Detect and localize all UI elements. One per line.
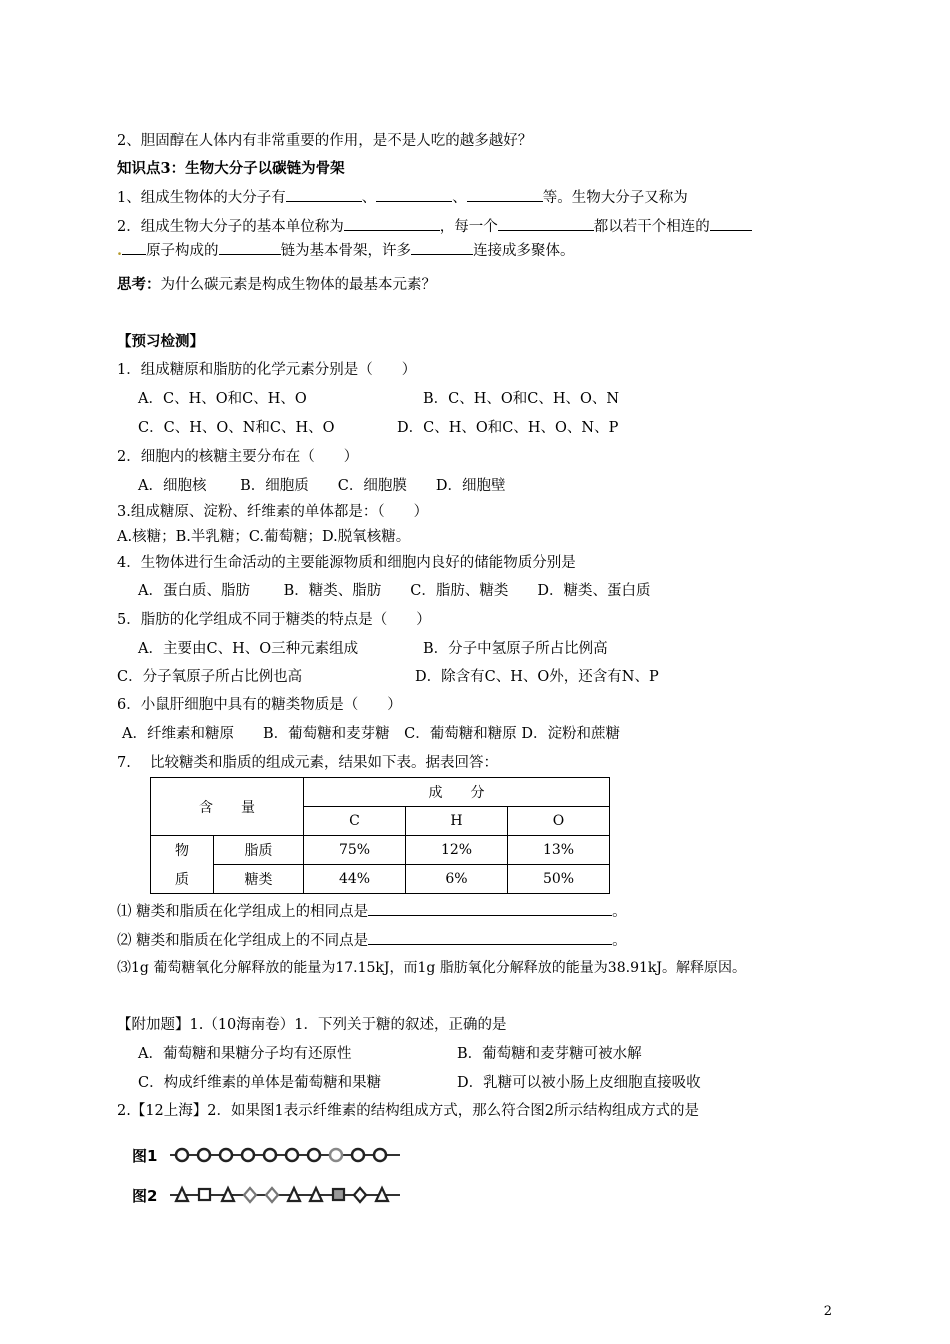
knowledge-point-3-title: 知识点3：生物大分子以碳链为骨架 [117,160,345,177]
q1-option-b[interactable]: B．C、H、O和C、H、O、N [423,391,620,407]
blank[interactable] [376,187,452,202]
kp3-line3-text: 链为基本骨架，许多 [280,243,412,259]
figure-2-chain [130,1182,410,1208]
kp3-line2-text: ，每一个 [439,219,498,235]
blank[interactable] [368,901,612,916]
kp3-line3-text: 原子构成的 [146,243,219,259]
q7: 7. 比较糖类和脂质的组成元素，结果如下表。据表回答： [117,755,498,771]
header-content: 含 量 [151,778,304,836]
q3-options[interactable]: A.核糖；B.半乳糖；C.葡萄糖；D.脱氧核糖。 [117,529,411,545]
kp3-line1-end: 等。生物大分子又称为 [542,190,688,206]
blank[interactable] [498,216,594,231]
question-cholesterol: 2、胆固醇在人体内有非常重要的作用，是不是人吃的越多越好？ [117,133,533,149]
kp3-line3-text: 连接成多聚体。 [473,243,575,259]
think-question [117,275,436,295]
blank[interactable] [467,187,543,202]
preview-section-title: 【预习检测】 [117,333,204,350]
q5-option-d[interactable]: D．除含有C、H、O外，还含有N、P [415,669,659,685]
q1-option-a[interactable]: A．C、H、O和C、H、O [138,391,307,407]
kp3-line2-text: 2．组成生物大分子的基本单位称为 [117,219,344,235]
extra-q2: 2.【12上海】2．如果图1表示纤维素的结构组成方式，那么符合图2所示结构组成方式的是 [117,1103,699,1119]
figure-1-chain [130,1142,410,1168]
blank[interactable] [710,216,752,231]
q1-option-c[interactable]: C．C、H、O、N和C、H、O [138,420,335,436]
q3: 3.组成糖原、淀粉、纤维素的单体都是：（ ） [117,504,429,520]
extra-option-c[interactable]: C．构成纤维素的单体是葡萄糖和果糖 [138,1075,382,1091]
cell-h: 6% [406,865,508,894]
q4: 4．生物体进行生命活动的主要能源物质和细胞内良好的储能物质分别是 [117,555,576,571]
extra-option-a[interactable]: A．葡萄糖和果糖分子均有还原性 [138,1046,352,1062]
blank[interactable] [122,240,146,255]
q4-options[interactable]: A．蛋白质、脂肪 B．糖类、脂肪 C．脂肪、糖类 D．糖类、蛋白质 [138,583,651,599]
cell-h: 12% [406,836,508,865]
kp3-line2-text: 都以若干个相连的 [593,219,710,235]
sub-question-1 [117,901,627,922]
cell-c: 44% [304,865,406,894]
q6: 6．小鼠肝细胞中具有的糖类物质是（ ） [117,697,402,713]
q6-options[interactable]: A．纤维素和糖原 B．葡萄糖和麦芽糖 C．葡萄糖和糖原 D．淀粉和蔗糖 [122,726,620,742]
blank[interactable] [411,240,473,255]
sub-question-3: ⑶1g 葡萄糖氧化分解释放的能量为17.15kJ，而1g 脂肪氧化分解释放的能量为38.91kJ。解释原因。 [117,960,746,976]
header-composition: 成 分 [304,778,610,807]
q5: 5．脂肪的化学组成不同于糖类的特点是（ ） [117,612,431,628]
separator: 、 [361,190,377,206]
separator: 、 [452,190,467,206]
extra-option-d[interactable]: D．乳糖可以被小肠上皮细胞直接吸收 [457,1075,701,1091]
header-o: O [508,807,610,836]
q5-option-c[interactable]: C．分子氧原子所占比例也高 [117,669,303,685]
sub-question-2 [117,930,627,951]
sub-question-2-text: ⑵ 糖类和脂质在化学组成上的不同点是 [117,933,369,949]
composition-table [150,777,610,894]
kp3-line1 [117,187,688,208]
sub-question-1-text: ⑴ 糖类和脂质在化学组成上的相同点是 [117,904,369,920]
cell-o: 13% [508,836,610,865]
blank[interactable] [344,216,440,231]
blank[interactable] [219,240,281,255]
think-label: 思考： [117,276,161,293]
q2-options[interactable]: A．细胞核 B．细胞质 C．细胞膜 D．细胞壁 [138,478,506,494]
blank[interactable] [368,930,612,945]
extra-q1: 【附加题】1.（10海南卷）1．下列关于糖的叙述，正确的是 [117,1017,507,1033]
header-c: C [304,807,406,836]
period: 。 [612,933,627,949]
period: 。 [612,904,627,920]
kp3-line3 [117,240,575,261]
kp3-line2 [117,216,752,237]
q2: 2．细胞内的核糖主要分布在（ ） [117,449,359,465]
page-number: 2 [823,1304,832,1319]
figure-1-label: 图1 [132,1147,158,1165]
row-name: 脂质 [214,836,304,865]
blank[interactable] [286,187,362,202]
q5-option-a[interactable]: A．主要由C、H、O三种元素组成 [138,641,359,657]
header-substance-2: 质 [151,865,214,894]
row-name: 糖类 [214,865,304,894]
q5-option-b[interactable]: B．分子中氢原子所占比例高 [423,641,608,657]
figure-2-label: 图2 [132,1187,158,1205]
header-h: H [406,807,508,836]
kp3-line1-text: 1、组成生物体的大分子有 [117,190,286,206]
mark-dot: . [117,242,123,259]
extra-option-b[interactable]: B．葡萄糖和麦芽糖可被水解 [457,1046,642,1062]
cell-c: 75% [304,836,406,865]
q1-option-d[interactable]: D．C、H、O和C、H、O、N、P [397,420,619,436]
think-text: 为什么碳元素是构成生物体的最基本元素？ [160,277,436,293]
q1: 1．组成糖原和脂肪的化学元素分别是（ ） [117,362,417,378]
cell-o: 50% [508,865,610,894]
header-substance-1: 物 [151,836,214,865]
